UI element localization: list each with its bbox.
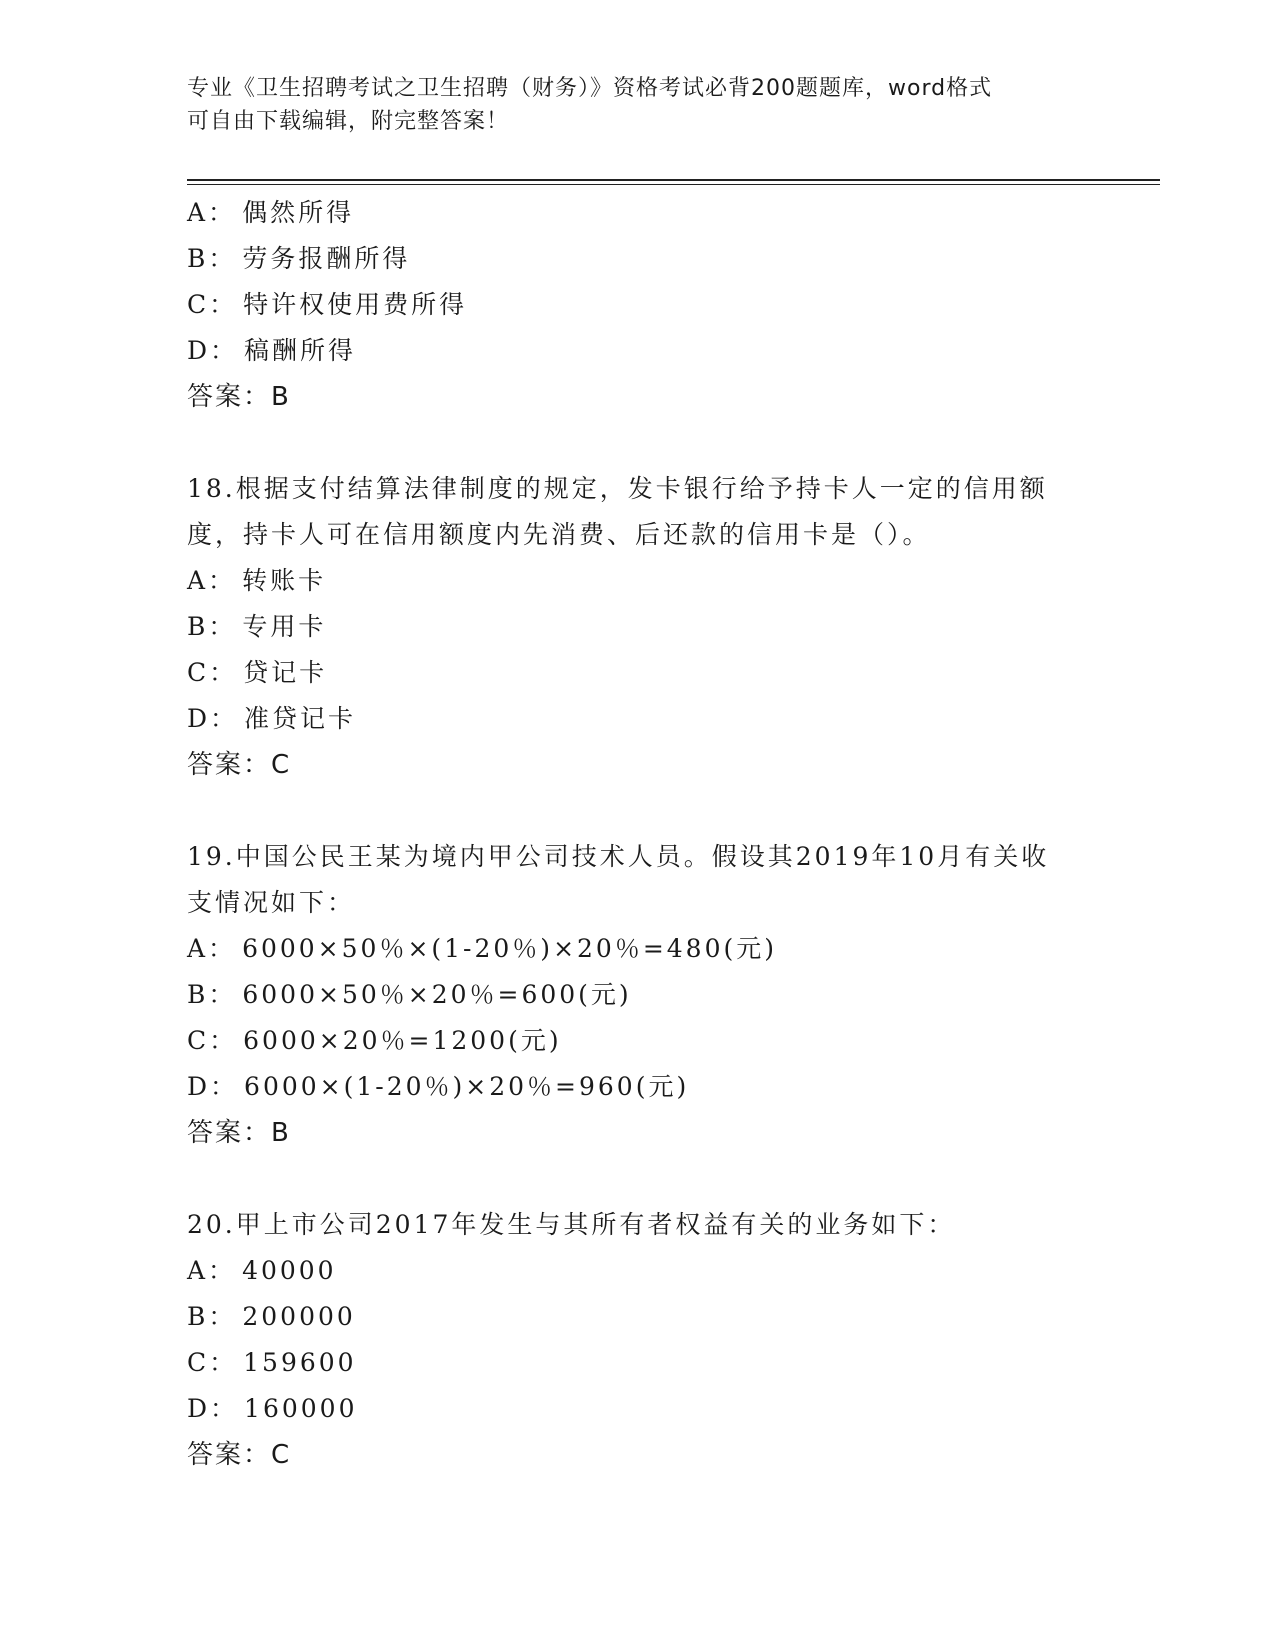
header-line-1: 专业《卫生招聘考试之卫生招聘（财务）》资格考试必背200题题库，word格式: [187, 76, 993, 101]
option-d: D： 准贷记卡: [187, 704, 357, 733]
spacer: [187, 1156, 1087, 1202]
question-stem: 20.甲上市公司2017年发生与其所有者权益有关的业务如下：: [187, 1210, 956, 1239]
answer-line: 答案：C: [187, 1440, 292, 1470]
option-a: A： 转账卡: [187, 566, 327, 595]
option-d: D： 稿酬所得: [187, 336, 357, 365]
option-c: C： 特许权使用费所得: [187, 290, 468, 319]
header-divider-thick: [187, 179, 1160, 181]
option-a: A： 40000: [187, 1256, 337, 1285]
spacer: [187, 420, 1087, 466]
option-b: B： 专用卡: [187, 612, 327, 641]
header-line-2: 可自由下载编辑，附完整答案！: [187, 109, 510, 134]
option-c: C： 6000×20％=1200(元): [187, 1026, 562, 1055]
question-18: [187, 466, 1087, 788]
option-c: C： 贷记卡: [187, 658, 328, 687]
option-b: B： 劳务报酬所得: [187, 244, 411, 273]
question-list: [187, 190, 1087, 1478]
document-header: [187, 72, 1087, 138]
answer-line: 答案：C: [187, 750, 292, 780]
option-d: D： 160000: [187, 1394, 358, 1423]
answer-line: 答案：B: [187, 382, 291, 412]
question-stem: 18.根据支付结算法律制度的规定，发卡银行给予持卡人一定的信用额度，持卡人可在信用额度内先消费、后还款的信用卡是（）。: [187, 474, 1048, 549]
question-stem: 19.中国公民王某为境内甲公司技术人员。假设其2019年10月有关收支情况如下：: [187, 842, 1050, 917]
option-c: C： 159600: [187, 1348, 357, 1377]
option-a: A： 偶然所得: [187, 198, 355, 227]
answer-line: 答案：B: [187, 1118, 291, 1148]
option-b: B： 6000×50％×20％=600(元): [187, 980, 632, 1009]
question-20: [187, 1202, 1087, 1478]
spacer: [187, 788, 1087, 834]
option-a: A： 6000×50％×(1-20％)×20％=480(元): [187, 934, 777, 963]
option-b: B： 200000: [187, 1302, 356, 1331]
question-17: [187, 190, 1087, 420]
header-divider-thin: [187, 184, 1160, 185]
option-d: D： 6000×(1-20％)×20％=960(元): [187, 1072, 690, 1101]
question-19: [187, 834, 1087, 1156]
